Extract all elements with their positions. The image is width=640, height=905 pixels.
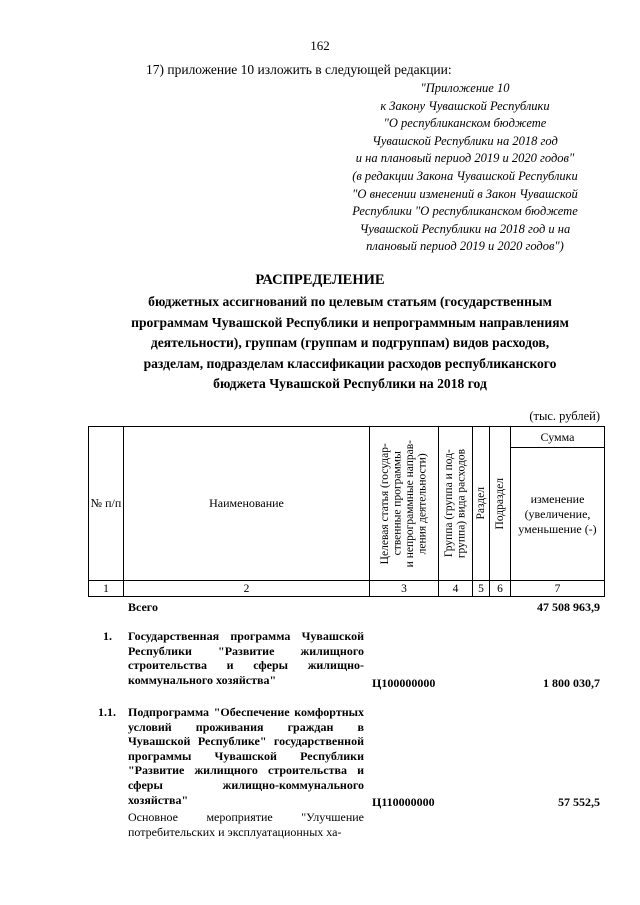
- col-number: 7: [511, 581, 605, 597]
- header-section: Раздел: [473, 427, 490, 581]
- appendix-line: к Закону Чувашской Республики: [380, 98, 550, 113]
- appendix-line: "О внесении изменений в Закон Чувашской: [352, 186, 578, 201]
- header-num: № п/п: [89, 427, 124, 581]
- col-number: 5: [473, 581, 490, 597]
- col-number: 3: [370, 581, 439, 597]
- appendix-block: [330, 80, 600, 256]
- row-1-1-name: Подпрограмма "Обеспечение комфортных условий проживания граждан в Чувашской Республике" государственной программы Чувашской Республики "Развитие жилищного строительства и сферы жилищно-коммунального хозяйства": [128, 705, 364, 807]
- header-change: изменение (увеличение, уменьшение (-): [511, 448, 605, 581]
- units-label: (тыс. рублей): [529, 409, 600, 423]
- doc-subtitle: [95, 292, 605, 395]
- col-number: 2: [124, 581, 370, 597]
- subtitle-line: деятельности), группам (группам и подгруппам) видов расходов,: [150, 335, 550, 350]
- row-total-label: Всего: [128, 600, 158, 614]
- column-number-row: [89, 581, 605, 597]
- row-1-1-amount: 57 552,5: [558, 795, 600, 809]
- intro-text: 17) приложение 10 изложить в следующей редакции:: [146, 62, 452, 77]
- allocation-table-header: [88, 426, 605, 597]
- row-1-num: 1.: [103, 629, 112, 643]
- row-1-1-code: Ц110000000: [372, 795, 435, 809]
- appendix-line: "Приложение 10: [420, 81, 510, 95]
- page-number: 162: [310, 38, 330, 53]
- header-target: Целевая статья (государ- ственные программы и непрограммные направ- ления деятельности): [370, 427, 439, 581]
- header-name: Наименование: [124, 427, 370, 581]
- row-1-code: Ц100000000: [372, 676, 436, 690]
- appendix-line: "О республиканском бюджете: [383, 116, 547, 131]
- header-subsection: Подраздел: [490, 427, 511, 581]
- row-main-activity-name: Основное мероприятие "Улучшение потребительских и эксплуатационных ха-: [128, 810, 364, 839]
- row-1-amount: 1 800 030,7: [543, 676, 600, 690]
- appendix-line: и на плановый период 2019 и 2020 годов": [355, 151, 575, 166]
- subtitle-line: бюджета Чувашской Республики на 2018 год: [213, 376, 487, 391]
- row-1-1-num: 1.1.: [98, 705, 116, 719]
- subtitle-line: программам Чувашской Республики и непрограммным направлениям: [131, 314, 569, 330]
- doc-title: РАСПРЕДЕЛЕНИЕ: [255, 272, 385, 288]
- appendix-line: (в редакции Закона Чувашской Республики: [352, 168, 578, 183]
- subtitle-line: разделам, подразделам классификации расходов республиканского: [143, 355, 557, 371]
- row-total-amount: 47 508 963,9: [537, 600, 600, 614]
- appendix-line: плановый период 2019 и 2020 годов"): [366, 239, 564, 254]
- col-number: 4: [439, 581, 473, 597]
- col-number: 6: [490, 581, 511, 597]
- appendix-line: Чувашской Республики на 2018 год: [372, 133, 558, 148]
- appendix-line: Чувашской Республики на 2018 год и на: [359, 221, 571, 236]
- subtitle-line: бюджетных ассигнований по целевым статьям (государственным: [148, 294, 552, 309]
- col-number: 1: [89, 581, 124, 597]
- header-sum: Сумма: [511, 427, 605, 448]
- row-1-name: Государственная программа Чувашской Республики "Развитие жилищного строительства и сферы жилищно-коммунального хозяйства": [128, 629, 364, 687]
- appendix-line: Республики "О республиканском бюджете: [352, 204, 578, 219]
- header-group: Группа (группа и под- группа) вида расходов: [439, 427, 473, 581]
